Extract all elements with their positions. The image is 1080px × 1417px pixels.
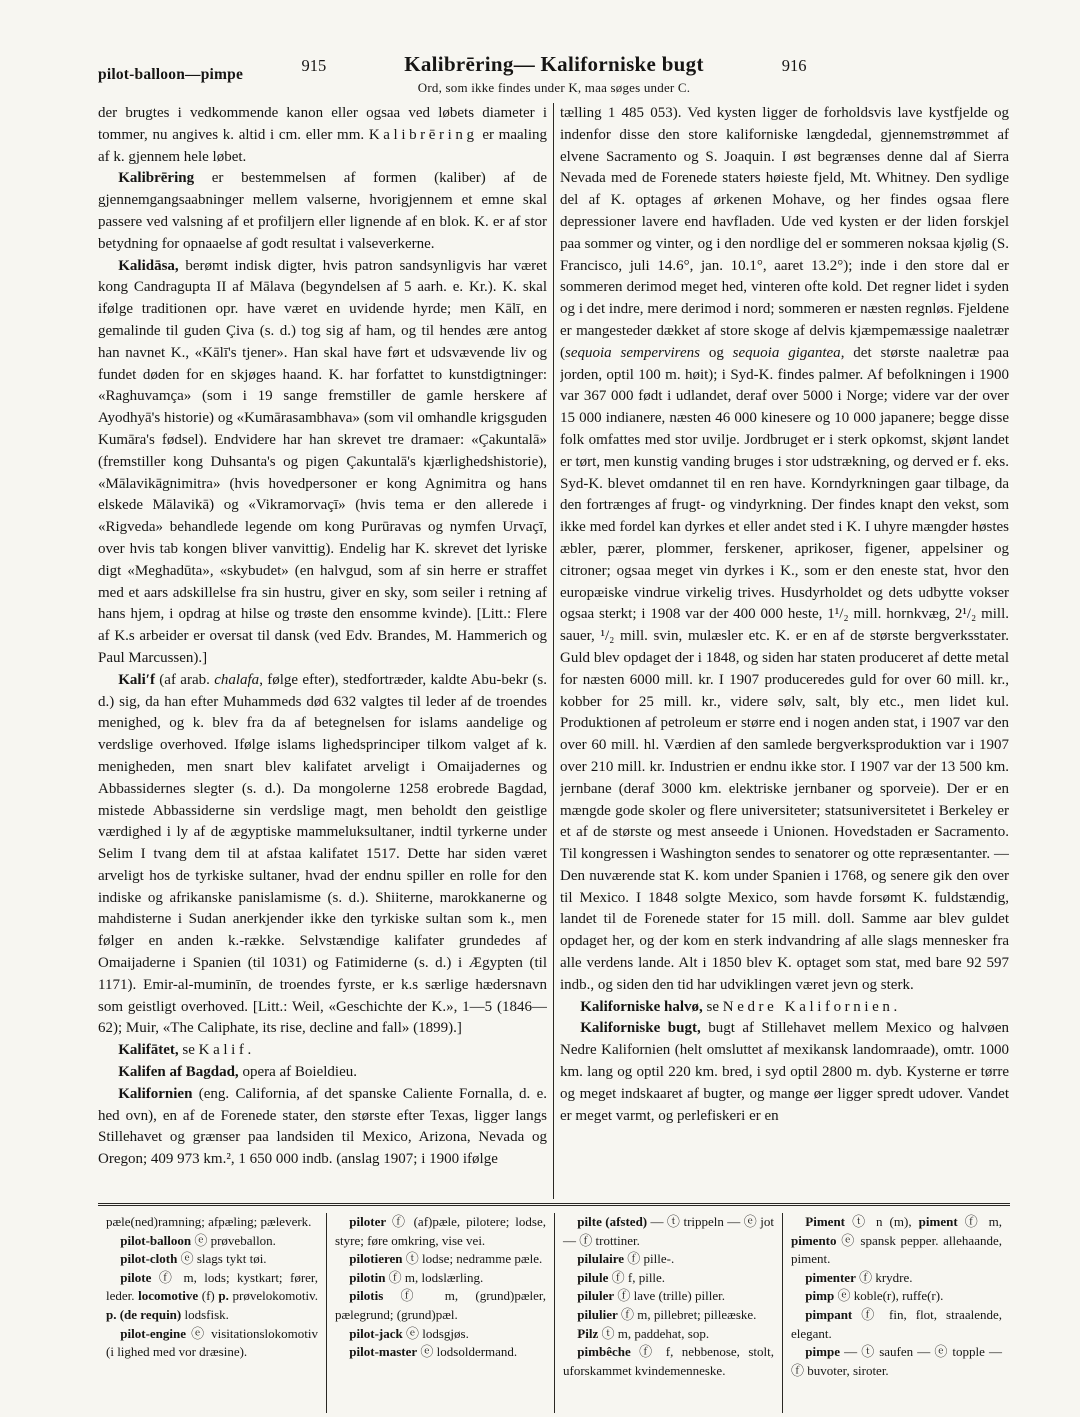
text-run: , følge efter), stedfortræder, kaldte Abu-bekr (s. d.) sig, da han efter Muhammeds død 632 valgtes til leder af de troendes menighed, og k. blev fra da af betegnelsen for islams aandelige og verdslige overhoved. Ifølge islams lighedsprinciper tilkom valget af k. menigheden, men snart blev kalifatet arveligt i Omaijadernes og Abbassidernes slegter (s. d.). Da mongolerne 1258 erobrede Bagdad, mistede Abbassiderne sin verdslige magt, men beholdt den geistlige værdighed i ly af de ægyptiske mammeluksultaner, indtil tyrkerne under Selim I tvang dem til at afstaa kalifatet 1517. Dette har siden været arveligt hos de tyrkiske sultaner, hvad der endnu spiller en rolle for den indiske og afrikanske panislamisme (s. d.). Shiiterne, marokkanerne og mahdisterne i Sudan anerkjender ikke den tyrkiske sultan som k., men følger en anden k.-række. Selvstændige kalifater grundedes af Omaijaderne i Spanien (til 1031) og Fatimiderne (s. d.) i Ægypten (til 1171). Emir-al-muminīn, de troendes fyrste, er k.s særlige hædersnavn som geistligt overhoved. [Litt.: Weil, «Geschichte der K.», 1—5 (1846—62); Muir, «The Caliphate, its rise, decline and fall» (1899).]: [98, 671, 547, 1037]
text-run: ⓔ visitationslokomotiv (i lighed med vor dræsine).: [106, 1325, 318, 1360]
entry-term: pilot-master: [349, 1344, 418, 1360]
paragraph: [98, 256, 547, 670]
entry-term: pimpant: [805, 1306, 853, 1322]
text-run: ⓕ m, (grund)pæler, pælegrund; (grund)pæl.: [335, 1288, 546, 1322]
text-run: .: [893, 998, 898, 1015]
text-run: ⓔ spansk pepper. allehaande, piment.: [791, 1232, 1002, 1267]
paragraph: [335, 1343, 546, 1362]
entry-term: pilulaire: [577, 1251, 625, 1267]
entry-term: pilte (afsted): [577, 1214, 648, 1229]
column-divider-rule: [553, 103, 554, 1199]
text-run: sequoia gigantea: [732, 344, 841, 361]
paragraph: [563, 1269, 774, 1288]
paragraph: [563, 1287, 774, 1306]
corner-guide-word: pilot-balloon—pimpe: [98, 66, 244, 83]
text-run: ⓕ m,: [957, 1214, 1002, 1229]
text-run: er bestemmelsen af formen (kaliber) af de gjennemgangsaabninger mellem valserne, hvorigjennem et emne skal passere ved valsning af et profiljern eller lignende af en blok. K. er af stor betydning for opnaaelse af godt resultat i valseverkerne.: [98, 170, 547, 252]
entry-term: pilot-engine: [120, 1325, 187, 1341]
entry-term: pilotieren: [349, 1251, 403, 1267]
entry-term: Kaliforniske halvø,: [580, 998, 703, 1015]
text-run: (af arab.: [154, 671, 215, 688]
paragraph: [335, 1269, 546, 1288]
entry-term: pimbêche: [577, 1344, 631, 1360]
footer-column-4: [782, 1213, 1010, 1413]
entry-term: pilotin: [349, 1269, 386, 1285]
entry-term: Kalibrēring: [118, 170, 195, 187]
paragraph: [106, 1250, 318, 1269]
paragraph: [106, 1269, 318, 1325]
text-run: Kalif: [198, 1042, 248, 1059]
text-run: (eng. California, af det spanske Caliente Fornalla, d. e. hed ovn), en af de Forenede stater, den største efter Texas, ligger langs Stillehavet og grænser paa landsiden til Mexico, Arizona, Nevada og Oregon; 409 973 km.², 1 650 000 indb. (anslag 1907; i 1900 ifølge: [98, 1085, 547, 1168]
text-run: ⓕ m, pillebret; pilleæske.: [617, 1306, 757, 1322]
text-run: ⓕ (af)pæle, pilotere; lodse, styre; føre omkring, vise vei.: [335, 1214, 546, 1248]
text-run: .: [247, 1042, 252, 1059]
footer-dictionary-strip: [98, 1203, 1010, 1413]
text-run: lodsfisk.: [181, 1306, 229, 1322]
header-note: Ord, som ikke findes under K, maa søges under C.: [417, 80, 691, 95]
entry-term: Piment: [805, 1214, 846, 1229]
paragraph: [791, 1343, 1002, 1380]
entry-term: p.: [218, 1288, 229, 1304]
text-run: ⓣ lodse; nedramme pæle.: [402, 1251, 543, 1267]
text-run: der brugtes i vedkommende kanon eller ogsaa ved løbets diameter i tommer, nu angives k. altid i cm. eller mm.: [98, 105, 547, 143]
footer-column-1: [98, 1213, 326, 1413]
paragraph: [563, 1306, 774, 1325]
text-run: ⓕ f, nebbenose, stolt, uforskammet kvindemenneske.: [563, 1344, 774, 1378]
page-title: Kalibrēring— Kaliforniske bugt: [404, 52, 704, 76]
entry-term: pilot-balloon: [120, 1232, 192, 1248]
paragraph: [98, 103, 547, 168]
text-run: tælling 1 485 053). Ved kysten ligger de forholdsvis lave kystfjelde og indenfor disse den store kaliforniske længdedal, gjennemstrømmet af elvene Sacramento og S. Joaquin. I øst begrænses denne dal af Sierra Nevada med de Forenede staters høieste fjeld, Mt. Whitney. Den sydlige del af K. optages af ørkenen Mohave, og her findes ogsaa flere depressioner lavere end havfladen. Ude ved kysten er der liden forskjel paa sommer og vinter, og i den nordlige del er sommeren noksaa kjølig (S. Francisco, juli 14.6°, jan. 10.1°, aaret 13.2°); inde i den store dal er sommeren derimod meget hed, vinteren ofte kold. Det regner lidet i syden og i det indre, mere derimod i nord; sommeren er næsten regnløs. Fjeldene er mangesteder dækket af store skoge af delvis kjæmpemæssige naaletrær (: [560, 105, 1009, 361]
entry-term: Kalidāsa,: [118, 257, 179, 274]
text-run: — ⓣ saufen — ⓔ topple — ⓕ buvoter, siroter.: [791, 1344, 1002, 1378]
entry-term: pilotis: [349, 1288, 384, 1304]
page-number-left: 915: [301, 56, 327, 75]
entry-term: piluler: [577, 1288, 615, 1304]
paragraph: [335, 1250, 546, 1269]
paragraph: [335, 1213, 546, 1250]
paragraph: [563, 1213, 774, 1250]
text-run: ⓔ lodsoldermand.: [417, 1344, 518, 1360]
paragraph: [106, 1213, 318, 1232]
page-header: [98, 0, 1010, 96]
paragraph: [560, 103, 1009, 997]
text-run: ⓔ slags tykt tøi.: [177, 1251, 267, 1267]
entry-term: pilule: [577, 1269, 609, 1285]
entry-term: piment: [918, 1214, 958, 1229]
entry-term: pimenter: [805, 1269, 856, 1285]
entry-term: Kalifornien: [118, 1085, 193, 1102]
entry-term: pimento: [791, 1232, 837, 1248]
entry-term: Kali′f: [118, 671, 155, 688]
paragraph: [791, 1306, 1002, 1343]
entry-term: pilot-jack: [349, 1325, 403, 1341]
paragraph: [98, 168, 547, 255]
text-run: ⓔ lodsgjøs.: [402, 1325, 469, 1341]
entry-term: locomotive: [138, 1288, 199, 1304]
paragraph: [563, 1250, 774, 1269]
text-run: og: [699, 344, 733, 361]
text-run: ⓣ n (m),: [845, 1214, 919, 1229]
text-run: opera af Boieldieu.: [238, 1064, 357, 1081]
entry-term: Kaliforniske bugt,: [580, 1020, 701, 1037]
entry-term: pilot-cloth: [120, 1251, 178, 1267]
paragraph: [106, 1325, 318, 1362]
paragraph: [791, 1213, 1002, 1269]
text-run: prøvelokomotiv.: [228, 1288, 318, 1304]
right-column: [560, 103, 1009, 1199]
paragraph: [98, 1062, 547, 1084]
text-run: ⓔ prøveballon.: [191, 1232, 276, 1248]
text-run: ⓕ krydre.: [855, 1269, 913, 1285]
text-run: ⓣ m, paddehat, sop.: [598, 1325, 710, 1341]
entry-term: Kalifen af Bagdad,: [118, 1064, 239, 1081]
text-run: er maaling af k. gjennem hele løbet.: [98, 126, 547, 165]
paragraph: [563, 1343, 774, 1380]
paragraph: [335, 1287, 546, 1324]
text-run: ⓔ koble(r), ruffe(r).: [834, 1288, 944, 1304]
entry-term: pilote: [120, 1269, 152, 1285]
text-run: ⓕ pille-.: [624, 1251, 675, 1267]
paragraph: [98, 1084, 547, 1171]
paragraph: [98, 1040, 547, 1062]
text-run: , det største naaletræ paa jorden, optil 100 m. høit); i Syd-K. findes palmer. Af befolkningen i 1900 var 367 000 født i udlandet, deraf over 5000 i Norge; videre var der over 15 000 indianere, næsten 46 000 kinesere og 10 000 japanere; begge disse folk omfattes med stor uvilje. Jordbruget er i sterk opkomst, skjønt landet er tørt, men kunstig vanding bruges i stor udstrækning, og derved er f. eks. Syd-K. blevet omdannet til en ren have. Korndyrkningen gaar tilbage, da den fortrænges af frugt- og vindyrkning. Der findes knapt den vekst, som ikke med fordel kan dyrkes et eller andet sted i K. I uhyre mængder høstes æbler, pærer, plommer, ferskener, aprikoser, figener, appelsiner og citroner; ogsaa meget vin dyrkes i K., som er den eneste stat, hvor den europæiske vindrue virkelig trives. Husdyrholdet og dets udbytte vokser ogsaa sterkt; i 1908 var der 400 000 heste, 1¹/₂ mill. hornkvæg, 2¹/₂ mill. sauer, ¹/₂ mill. svin, mulæsler etc. K. er en af de største bergverksstater. Guld blev opdaget der i 1848, og siden har staten produceret af dette metal for næsten 6000 mill. kr. I 1907 produceredes guld for over 60 mill. kr., kobber for 25 mill. kr., videre sølv, salt, bly etc., men lidet kul. Produktionen af petroleum er større end i nogen anden stat, i 1907 var den over 60 mill. hl. Værdien af den samlede bergverksproduktion var i 1907 over 210 mill. kr. Industrien er endnu ikke stor. I 1907 var der 13 500 km. jernbane (deraf 3000 km. elektriske jernbaner og sporveie). Der er en mængde gode skoler og flere universiteter; statsuniversitetet i Berkeley er et af de største og mest anseede i Unionen. Hovedstaden er Sacramento. Til kongressen i Washington sendes to senatorer og otte repræsentanter. — Den nuværende stat K. kom under Spanien i 1768, og senere gik den over til Mexico. I 1848 solgte Mexico, som havde forsømt K. fuldstændig, landet til de Forenede stater for 15 mill. doll. Samme aar blev guldet opdaget her, og der kom en sterk indvandring af alle slags mennesker fra alle verdens lande. Alt i 1850 blev K. optaget som stat, med bare 92 597 indb., og siden den tid har udviklingen været jevn og sterk.: [560, 344, 1009, 993]
left-column: [98, 103, 547, 1199]
text-run: ⓕ f, pille.: [608, 1269, 666, 1285]
text-run: chalafa: [214, 671, 260, 688]
paragraph: [563, 1325, 774, 1344]
text-run: ⓕ lave (trille) piller.: [614, 1288, 725, 1304]
entry-term: pilulier: [577, 1306, 618, 1322]
paragraph: [791, 1269, 1002, 1288]
entry-term: Kalifātet,: [118, 1042, 179, 1059]
page-number-right: 916: [781, 56, 807, 75]
text-run: Kalibrēring: [368, 126, 478, 143]
footer-column-3: [554, 1213, 782, 1413]
text-run: berømt indisk digter, hvis patron sandsynligvis har været kong Candragupta II af Mālava (begyndelsen af 5 aarh. e. Kr.). K. skal ifølge traditionen opr. have været en uvidende hyrde; men Kālī, en gemalinde til guden Çiva (s. d.) tog sig af ham, og til hendes ære antog han navnet K., «Kālī's tjener». Han skal have ført et udsvævende liv og fundet døden for en skjøges haand. K. har forfattet to kunstdigtninger: «Raghuvamça» (som i 19 sange fremstiller de gamle herskere af Ayodhyā's historie) og «Kumārasambhava» (som vil omhandle krigsguden Kumāra's fødsel). Endvidere har han skrevet tre dramaer: «Çakuntalā» (fremstiller kong Duhsanta's og pigen Çakuntalā's kjærlighedshistorie), «Mālavikāgnimitra» (hvis hovedpersoner er kong Agnimitra og hans elskede Mālavikā) og «Vikramorvaçī» (hvis tema er den allerede i «Rigveda» behandlede legende om kong Purūravas og nymfen Urvaçī, over hvis tab kongen bliver vanvittig). Endelig har K. skrevet det lyriske digt «Meghadūta», «skybudet» (en halvgud, som af sin herre er straffet med et aars adskillelse fra sin hustru, giver en sky, som seiler i retning af hans hjem, i opdrag at hilse og trøste den ensomme kvinde). [Litt.: Flere af K.s arbeider er oversat til dansk (ved Edv. Brandes, M. Hammerich og Paul Marcussen).]: [98, 257, 547, 666]
paragraph: [98, 670, 547, 1041]
entry-term: pimpe: [805, 1344, 840, 1360]
main-text-area: [98, 103, 1010, 1199]
paragraph: [335, 1325, 546, 1344]
text-run: ⓕ m, lodslærling.: [385, 1269, 484, 1285]
text-run: Nedre Kalifornien: [722, 998, 894, 1015]
entry-term: piloter: [349, 1214, 387, 1229]
paragraph: [560, 1018, 1009, 1127]
text-run: sequoia sempervirens: [565, 344, 700, 361]
text-run: se: [178, 1042, 199, 1059]
paragraph: [106, 1232, 318, 1251]
text-run: bugt af Stillehavet mellem Mexico og halvøen Nedre Kalifornien (helt omsluttet af mexikansk landomraade), omtr. 1000 km. lang og optil 220 km. bred, i syd optil 2800 m. dyb. Kysterne er tørre og meget indskaaret af bugter, og mange øer ligger spredt udover. Vandet er meget varmt, og perlefiskeri er en: [560, 1020, 1009, 1124]
text-run: ⓕ m, lods; kystkart; fører, leder.: [106, 1269, 318, 1304]
text-run: (f): [198, 1288, 219, 1304]
text-run: pæle(ned)ramning; afpæling; pæleverk.: [106, 1214, 312, 1229]
paragraph: [791, 1287, 1002, 1306]
text-run: se: [702, 998, 723, 1015]
text-run: ⓕ fin, flot, straalende, elegant.: [791, 1306, 1002, 1341]
text-run: — ⓣ trippeln — ⓔ jot — ⓕ trottiner.: [563, 1214, 774, 1248]
paragraph: [560, 997, 1009, 1019]
footer-column-2: [326, 1213, 554, 1413]
entry-term: pimp: [805, 1288, 835, 1304]
entry-term: Pilz: [577, 1325, 599, 1341]
entry-term: p. (de requin): [106, 1306, 182, 1322]
